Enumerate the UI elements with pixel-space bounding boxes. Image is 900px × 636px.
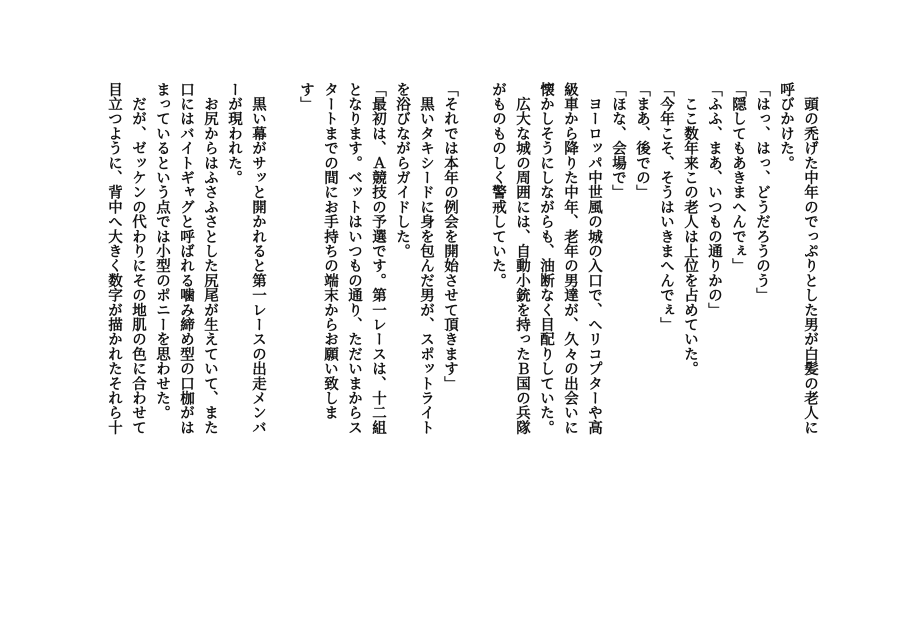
text-line: 目立つように、背中へ大きく数字が描かれたそれら十 <box>106 82 122 435</box>
text-line: 「ほな、会場で」 <box>610 82 626 200</box>
text-line: タートまでの間にお手持ちの端末からお願い致しま <box>322 82 338 421</box>
text-line: 「今年こそ、そうはいきまへんでぇ」 <box>658 82 674 332</box>
text-line: 頭の禿げた中年のでっぷりとした男が白髪の老人に <box>802 82 818 435</box>
text-line: を浴びながらガイドした。 <box>394 82 410 259</box>
text-line: 呼びかけた。 <box>778 82 794 171</box>
paragraph-gap <box>270 82 294 568</box>
vertical-text-body <box>62 82 822 568</box>
text-line: 級車から降りた中年、老年の男達が、久々の出会いに <box>562 82 578 435</box>
text-line: 黒いタキシードに身を包んだ男が、スポットライト <box>418 82 434 435</box>
text-line: 口にはバイトギャグと呼ばれる噛み締め型の口枷がは <box>178 82 194 435</box>
text-line: がものものしく警戒していた。 <box>490 82 506 288</box>
text-line: 懐かしそうにしながらも、油断なく目配りしていた。 <box>538 82 554 435</box>
text-line: 「隠してもあきまへんでぇ」 <box>730 82 746 274</box>
text-line: ここ数年来この老人は上位を占めていた。 <box>682 82 698 376</box>
text-line: となります。ベットはいつもの通り、ただいまからス <box>346 82 362 435</box>
text-line: 黒い幕がサッと開かれると第一レースの出走メンバ <box>250 82 266 435</box>
text-line: まっているという点では小型のポニーを思わせた。 <box>154 82 170 421</box>
text-line: 広大な城の周囲には、自動小銃を持ったＢ国の兵隊 <box>514 82 530 435</box>
text-line: 「それでは本年の例会を開始させて頂きます」 <box>442 82 458 391</box>
text-line: だが、ゼッケンの代わりにその地肌の色に合わせて <box>130 82 146 435</box>
text-line: 「はっ、はっ、どうだろうのう」 <box>754 82 770 303</box>
text-line: ヨーロッパ中世風の城の入口で、ヘリコプターや高 <box>586 82 602 435</box>
text-line: 「まあ、後での」 <box>634 82 650 200</box>
text-line: ーが現われた。 <box>226 82 242 185</box>
text-line: 「ふふ、まあ、いつもの通りかの」 <box>706 82 722 318</box>
text-line: 「最初は、Ａ競技の予選です。第一レースは、十二組 <box>370 82 386 435</box>
text-line: お尻からはふさふさとした尻尾が生えていて、また <box>202 82 218 435</box>
text-line: す」 <box>298 82 314 112</box>
paragraph-gap <box>462 82 486 568</box>
